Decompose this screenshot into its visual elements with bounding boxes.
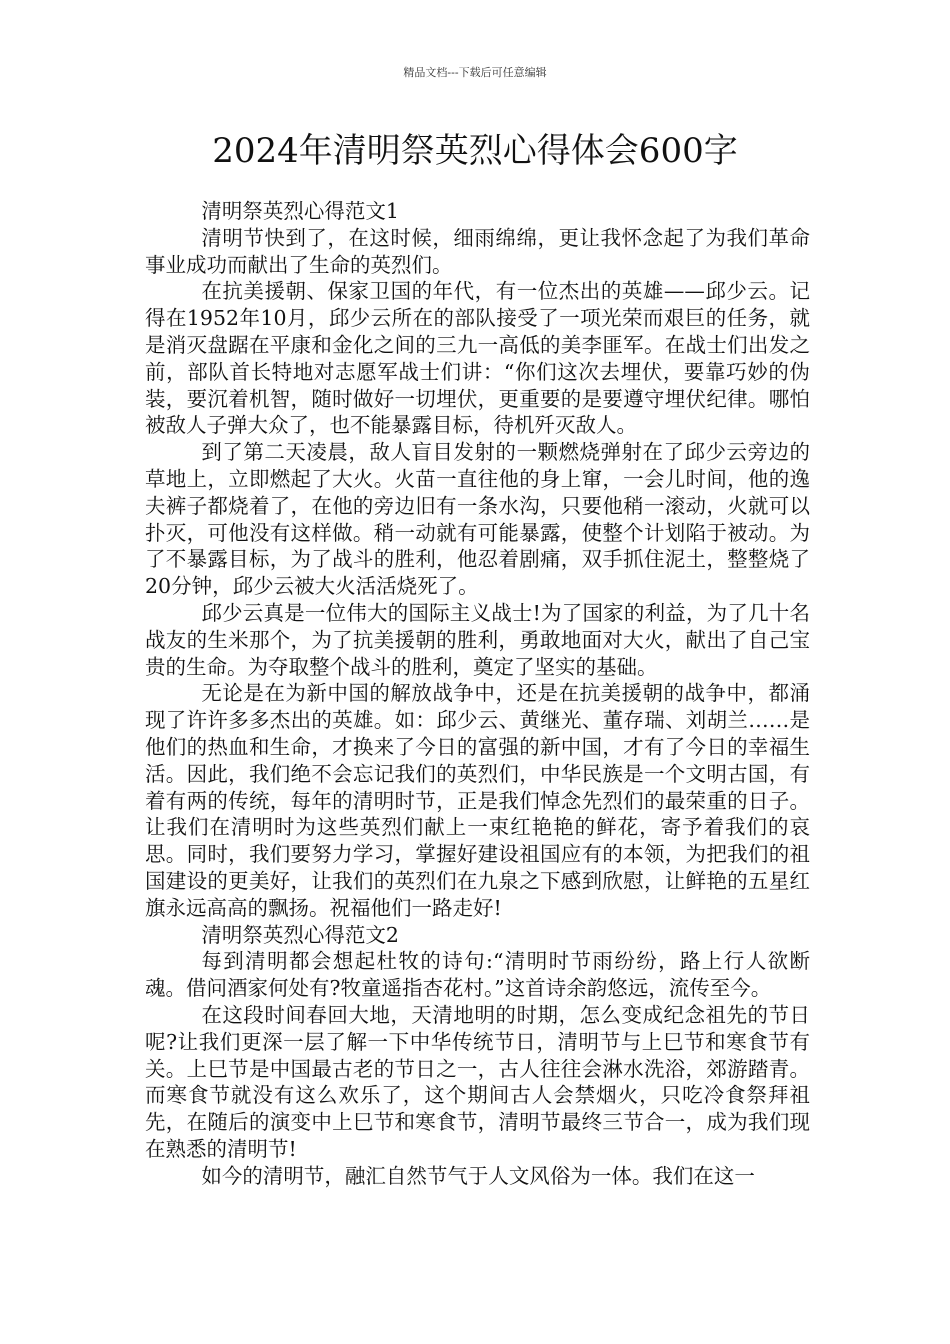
document-body (145, 198, 810, 1189)
paragraph: 在抗美援朝、保家卫国的年代，有一位杰出的英雄——邱少云。记得在1952年10月，邱少云所在的部队接受了一项光荣而艰巨的任务，就是消灭盘踞在平康和金化之间的三九一高低的美李匪军。在战士们出发之前，部队首长特地对志愿军战士们讲：“你们这次去埋伏，要靠巧妙的伪装，要沉着机智，随时做好一切埋伏，更重要的是要遵守埋伏纪律。哪怕被敌人子弹大众了，也不能暴露目标，待机歼灭敌人。 (145, 279, 810, 438)
paragraph: 无论是在为新中国的解放战争中，还是在抗美援朝的战争中，都涌现了许许多多杰出的英雄。如：邱少云、黄继光、董存瑞、刘胡兰……是他们的热血和生命，才换来了今日的富强的新中国，才有了今日的幸福生活。因此，我们绝不会忘记我们的英烈们，中华民族是一个文明古国，有着有两的传统，每年的清明时节，正是我们悼念先烈们的最荣重的日子。让我们在清明时为这些英烈们献上一束红艳艳的鲜花，寄予着我们的哀思。同时，我们要努力学习，掌握好建设祖国应有的本领，为把我们的祖国建设的更美好，让我们的英烈们在九泉之下感到欣慰，让鲜艳的五星红旗永远高高的飘扬。祝福他们一路走好! (145, 681, 810, 920)
paragraph: 清明节快到了，在这时候，细雨绵绵，更让我怀念起了为我们革命事业成功而献出了生命的英烈们。 (145, 225, 810, 277)
document-title: 2024年清明祭英烈心得体会600字 (212, 131, 738, 171)
paragraph: 在这段时间春回大地，天清地明的时期，怎么变成纪念祖先的节日呢?让我们更深一层了解一下中华传统节日，清明节与上巳节和寒食节有关。上巳节是中国最古老的节日之一，古人往往会淋水洗浴，郊游踏青。而寒食节就没有这么欢乐了，这个期间古人会禁烟火，只吃冷食祭拜祖先，在随后的演变中上巳节和寒食节，清明节最终三节合一，成为我们现在熟悉的清明节! (145, 1002, 810, 1161)
paragraph: 每到清明都会想起杜牧的诗句:“清明时节雨纷纷，路上行人欲断魂。借问酒家何处有?牧童遥指杏花村。”这首诗余韵悠远，流传至今。 (145, 949, 810, 1001)
page-header-note: 精品文档---下载后可任意编辑 (403, 66, 547, 79)
paragraph: 到了第二天凌晨，敌人盲目发射的一颗燃烧弹射在了邱少云旁边的草地上，立即燃起了大火。火苗一直往他的身上窜，一会儿时间，他的逸夫裤子都烧着了，在他的旁边旧有一条水沟，只要他稍一滚动，火就可以扑灭，可他没有这样做。稍一动就有可能暴露，使整个计划陷于被动。为了不暴露目标，为了战斗的胜利，他忍着剧痛，双手抓住泥土，整整烧了20分钟，邱少云被大火活活烧死了。 (145, 440, 810, 599)
paragraph: 邱少云真是一位伟大的国际主义战士!为了国家的利益，为了几十名战友的生米那个，为了抗美援朝的胜利，勇敢地面对大火，献出了自己宝贵的生命。为夺取整个战斗的胜利，奠定了坚实的基础。 (145, 600, 810, 679)
section-heading: 清明祭英烈心得范文1 (201, 199, 399, 223)
paragraph: 如今的清明节，融汇自然节气于人文风俗为一体。我们在这一 (201, 1163, 755, 1188)
section-heading: 清明祭英烈心得范文2 (201, 922, 399, 947)
